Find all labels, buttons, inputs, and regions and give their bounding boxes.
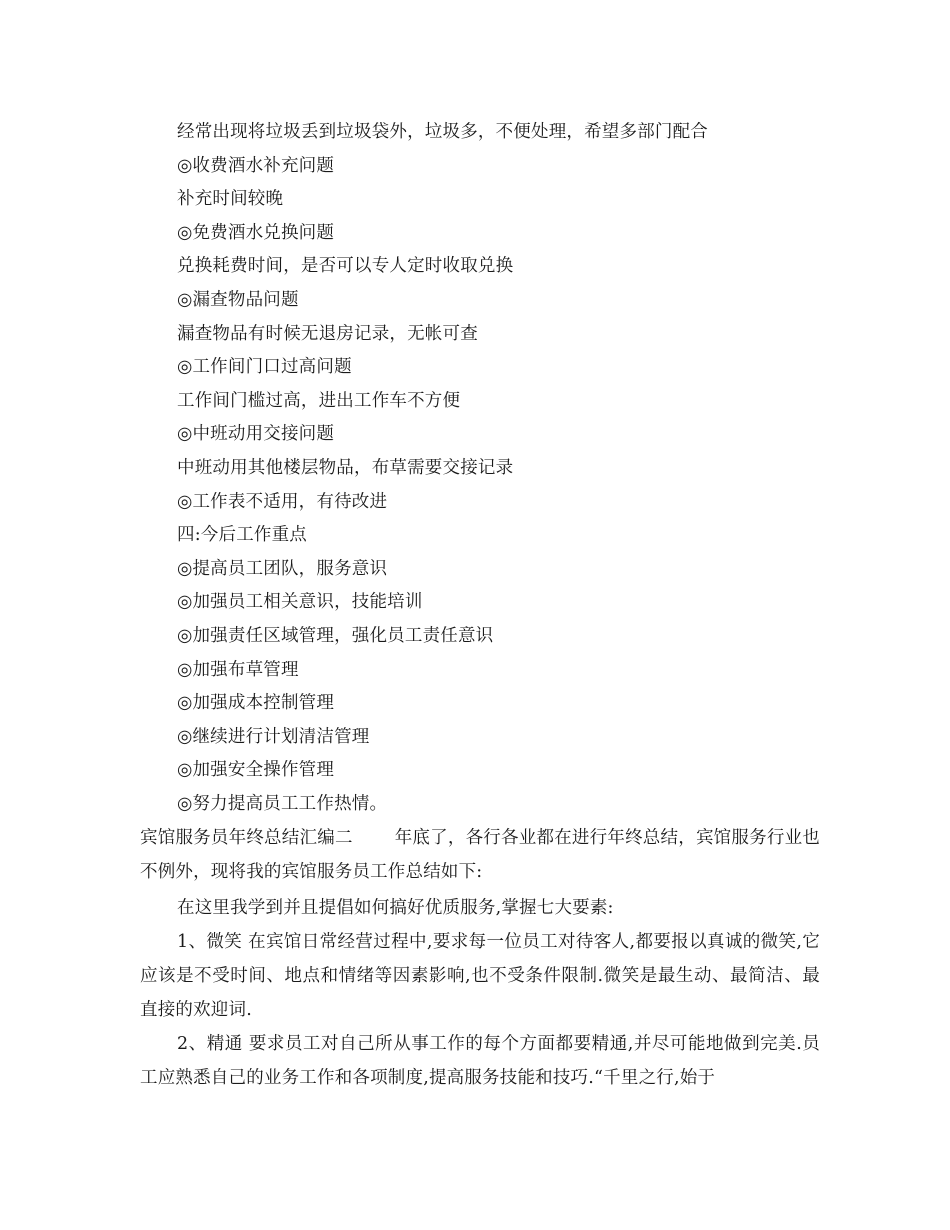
text-line: 漏查物品有时候无退房记录，无帐可查	[177, 323, 478, 344]
text-line: 兑换耗费时间，是否可以专人定时收取兑换	[177, 256, 514, 277]
section-title: 宾馆服务员年终总结汇编二	[140, 828, 353, 849]
list-item: ◎加强布草管理	[177, 659, 299, 680]
list-item: ◎加强成本控制管理	[177, 693, 335, 714]
text-line: 中班动用其他楼层物品，布草需要交接记录	[177, 457, 514, 478]
body-paragraph: 在这里我学到并且提倡如何搞好优质服务,掌握七大要素:	[177, 898, 614, 919]
document-body	[140, 116, 820, 1095]
text-line: 补充时间较晚	[177, 189, 284, 210]
text-line: 经常出现将垃圾丢到垃圾袋外，垃圾多，不便处理，希望多部门配合	[177, 122, 708, 142]
section-intro-text: 年底了，各行各业都在进行年终总结，宾馆服务行业也不例外，现将我的宾馆服务员工作总结如下:	[140, 828, 820, 883]
list-item: ◎加强安全操作管理	[177, 760, 335, 781]
list-item: ◎加强员工相关意识，技能培训	[177, 592, 423, 613]
heading-item: ◎工作表不适用，有待改进	[177, 491, 388, 512]
section-heading: 四:今后工作重点	[177, 525, 307, 546]
body-paragraph: 2、精通 要求员工对自己所从事工作的每个方面都要精通,并尽可能地做到完美.员工应熟悉自己的业务工作和各项制度,提高服务技能和技巧.“千里之行,始于	[140, 1034, 820, 1089]
text-line: 工作间门槛过高，进出工作车不方便	[177, 390, 461, 411]
list-item: ◎继续进行计划清洁管理	[177, 726, 370, 747]
heading-item: ◎收费酒水补充问题	[177, 155, 335, 176]
list-item: ◎提高员工团队，服务意识	[177, 558, 388, 579]
heading-item: ◎工作间门口过高问题	[177, 357, 352, 378]
heading-item: ◎免费酒水兑换问题	[177, 222, 335, 243]
section-intro-paragraph	[140, 821, 820, 889]
heading-item: ◎中班动用交接问题	[177, 424, 335, 445]
body-paragraph: 1、微笑 在宾馆日常经营过程中,要求每一位员工对待客人,都要报以真诚的微笑,它应该是不受时间、地点和情绪等因素影响,也不受条件限制.微笑是最生动、最简洁、最直接的欢迎词.	[140, 932, 820, 1021]
heading-item: ◎漏查物品问题	[177, 289, 299, 310]
list-item: ◎加强责任区域管理，强化员工责任意识	[177, 625, 494, 646]
list-item: ◎努力提高员工工作热情。	[177, 793, 388, 814]
